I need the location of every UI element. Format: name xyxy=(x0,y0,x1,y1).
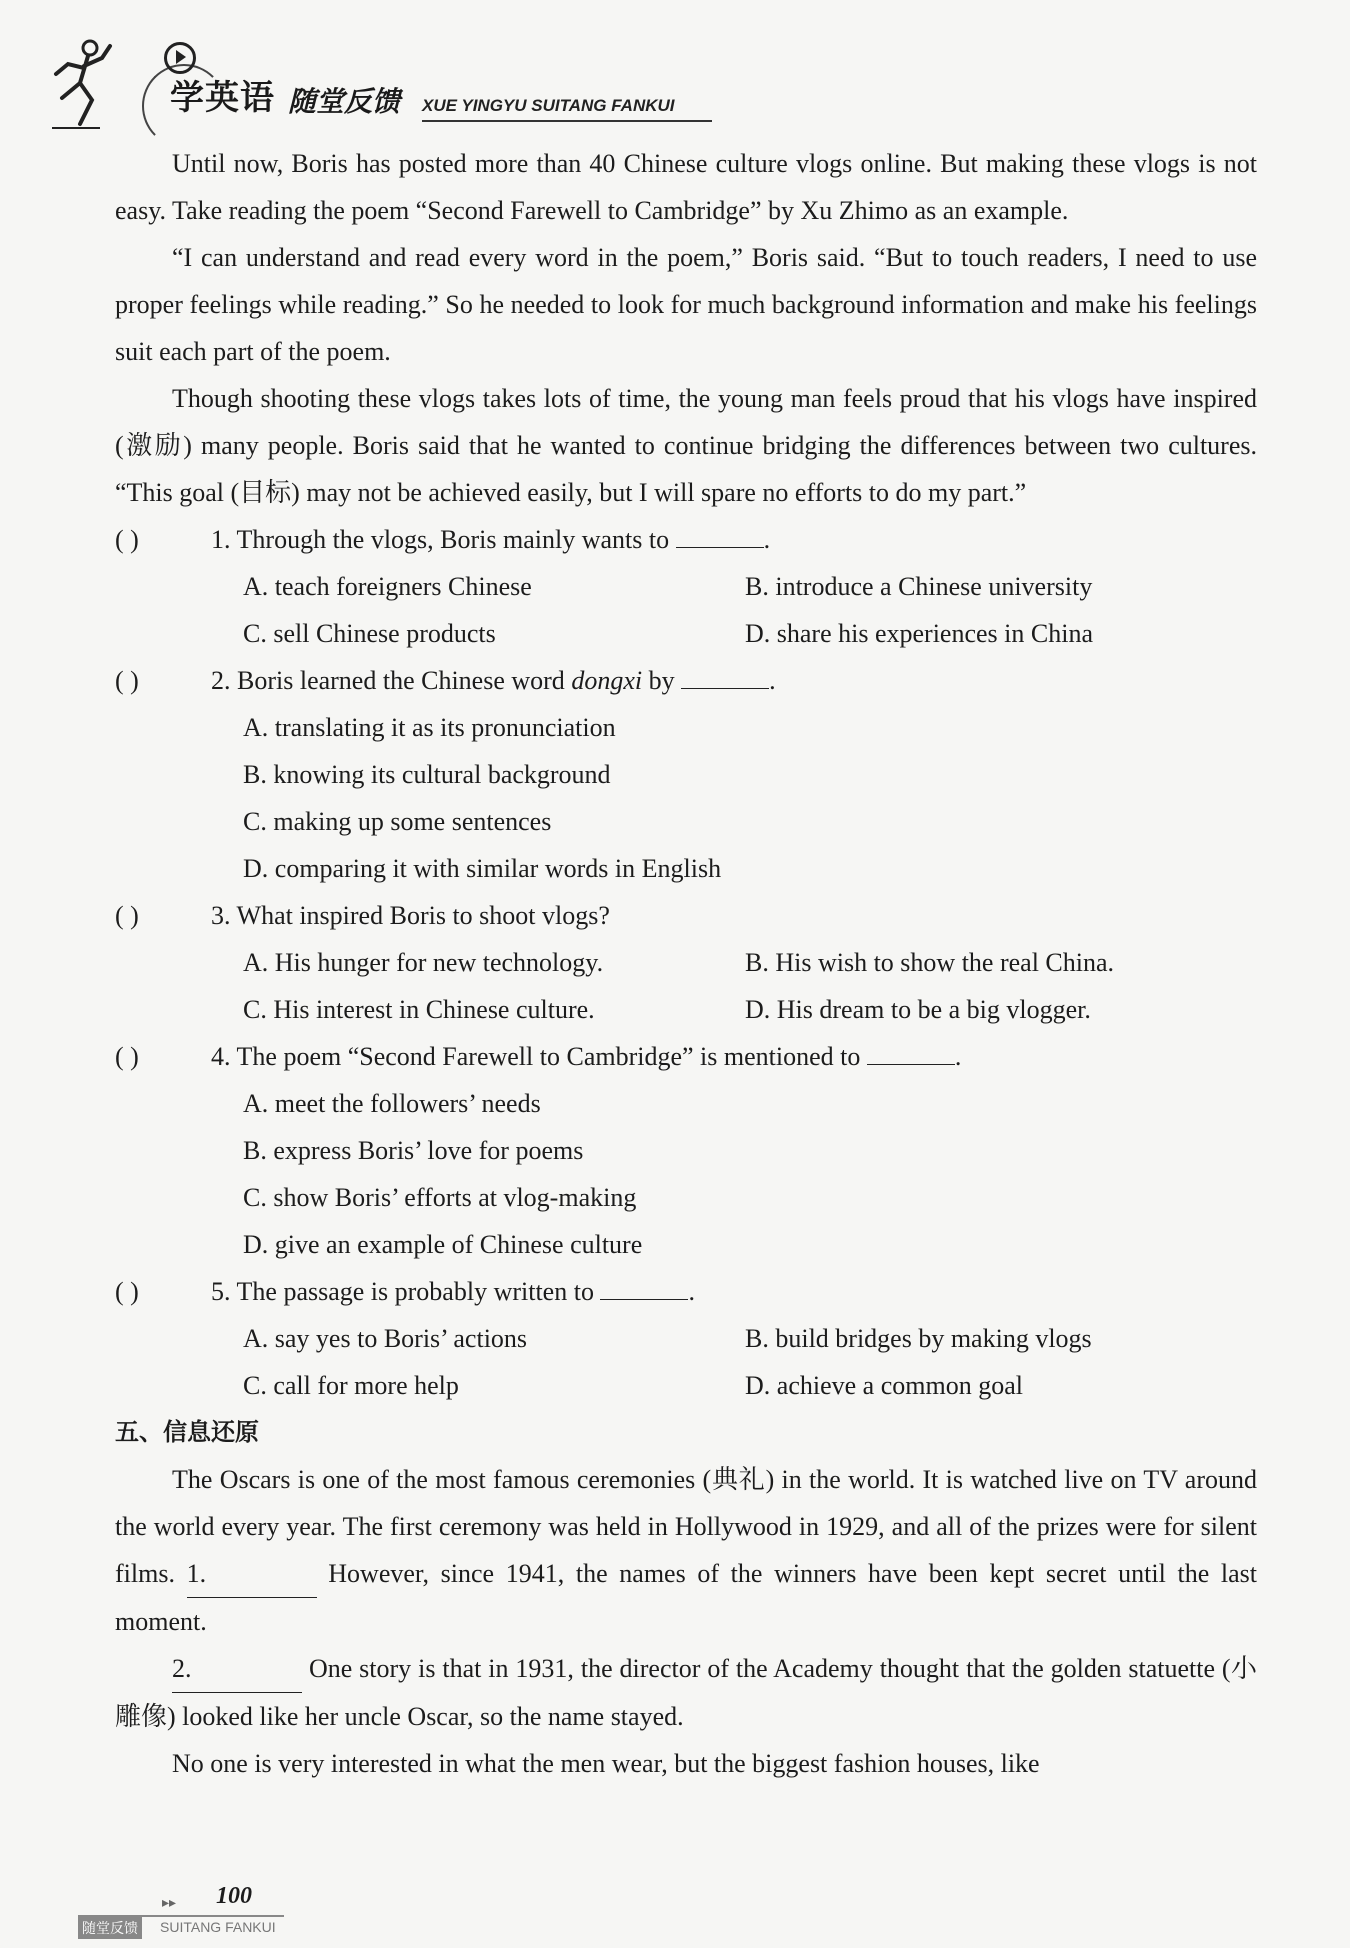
question-end: . xyxy=(954,1042,962,1071)
answer-bracket[interactable]: ( ) xyxy=(115,1277,139,1306)
footer-tag-pinyin: SUITANG FANKUI xyxy=(160,1919,276,1935)
arrow-icon: ▸▸ xyxy=(162,1895,177,1911)
option-b: B. build bridges by making vlogs xyxy=(745,1324,1092,1353)
question-stem: 5. The passage is probably written to xyxy=(211,1277,594,1306)
answer-blank[interactable] xyxy=(676,517,764,548)
question-3 xyxy=(115,892,1257,939)
question-stem: 4. The poem “Second Farewell to Cambridge” is mentioned to xyxy=(211,1042,861,1071)
options-row xyxy=(115,563,1257,610)
option-a: A. teach foreigners Chinese xyxy=(243,572,532,601)
paragraph-text: The Oscars is one of the most famous ceremonies (典礼) in the world. It is watched live on TV around the world every year. The first ceremony was held in Hollywood in 1929, and all of the prizes were for silent films. xyxy=(115,1465,1257,1588)
fill-blank-1[interactable]: 1. xyxy=(187,1550,317,1598)
book-subtitle: 随堂反馈 xyxy=(288,85,401,118)
option-b: B. knowing its cultural background xyxy=(243,760,611,789)
page-header xyxy=(50,34,690,134)
options-row xyxy=(115,1315,1257,1362)
answer-bracket[interactable]: ( ) xyxy=(115,525,139,554)
answer-blank[interactable] xyxy=(681,658,769,689)
options-row xyxy=(115,610,1257,657)
answer-bracket[interactable]: ( ) xyxy=(115,901,139,930)
option-a: A. translating it as its pronunciation xyxy=(243,713,616,742)
question-2 xyxy=(115,657,1257,704)
option-d: D. give an example of Chinese culture xyxy=(243,1230,643,1259)
option-c: C. sell Chinese products xyxy=(243,619,496,648)
question-stem-end: by xyxy=(648,666,675,695)
passage-paragraph xyxy=(115,1645,1257,1740)
option-d: D. achieve a common goal xyxy=(745,1371,1023,1400)
paragraph-text: One story is that in 1931, the director of the Academy thought that the golden statuette (小雕像) looked like her uncle Oscar, so the name stayed. xyxy=(115,1654,1258,1731)
page-footer xyxy=(78,1875,298,1935)
answer-blank[interactable] xyxy=(600,1269,688,1300)
options-row xyxy=(115,939,1257,986)
option-a: A. meet the followers’ needs xyxy=(243,1089,541,1118)
option-a: A. say yes to Boris’ actions xyxy=(243,1324,528,1353)
runner-logo-icon xyxy=(50,38,140,130)
option-d: D. share his experiences in China xyxy=(745,619,1094,648)
options-row xyxy=(115,986,1257,1033)
option-c: C. show Boris’ efforts at vlog-making xyxy=(243,1183,637,1212)
question-5 xyxy=(115,1268,1257,1315)
question-end: . xyxy=(763,525,771,554)
answer-blank[interactable] xyxy=(867,1034,955,1065)
question-keyword: dongxi xyxy=(571,666,643,695)
option-d: D. comparing it with similar words in English xyxy=(243,854,722,883)
main-content xyxy=(115,140,1257,1787)
page-number: 100 xyxy=(216,1883,252,1909)
paragraph-text: However, since 1941, the names of the winners have been kept secret until the last moment. xyxy=(115,1559,1258,1636)
option-d: D. His dream to be a big vlogger. xyxy=(745,995,1091,1024)
answer-bracket[interactable]: ( ) xyxy=(115,1042,139,1071)
section-title: 五、信息还原 xyxy=(115,1418,259,1446)
header-rule xyxy=(422,120,712,122)
passage-paragraph xyxy=(115,1456,1257,1645)
passage-paragraph: Until now, Boris has posted more than 40 Chinese culture vlogs online. But making these vlogs is not easy. Take reading the poem “Second Farewell to Cambridge” by Xu Zhimo as an example. xyxy=(115,149,1257,225)
answer-bracket[interactable]: ( ) xyxy=(115,666,139,695)
option-c: C. call for more help xyxy=(243,1371,459,1400)
question-stem: 3. What inspired Boris to shoot vlogs? xyxy=(211,901,610,930)
footer-tag: 随堂反馈 xyxy=(78,1917,142,1939)
question-1 xyxy=(115,516,1257,563)
question-stem: 1. Through the vlogs, Boris mainly wants to xyxy=(211,525,670,554)
option-b: B. express Boris’ love for poems xyxy=(243,1136,584,1165)
book-subtitle-pinyin: XUE YINGYU SUITANG FANKUI xyxy=(422,96,675,115)
passage-paragraph: No one is very interested in what the men wear, but the biggest fashion houses, like xyxy=(172,1749,1040,1778)
option-b: B. His wish to show the real China. xyxy=(745,948,1115,977)
passage-paragraph: “I can understand and read every word in the poem,” Boris said. “But to touch readers, I need to use proper feelings while reading.” So he needed to look for much background information and make his feelings suit each part of the poem. xyxy=(115,243,1257,366)
fill-blank-2[interactable]: 2. xyxy=(172,1645,302,1693)
option-c: C. making up some sentences xyxy=(243,807,552,836)
question-4 xyxy=(115,1033,1257,1080)
question-stem: 2. Boris learned the Chinese word xyxy=(211,666,565,695)
options-row xyxy=(115,1362,1257,1409)
option-c: C. His interest in Chinese culture. xyxy=(243,995,595,1024)
passage-paragraph: Though shooting these vlogs takes lots of time, the young man feels proud that his vlogs have inspired (激励) many people. Boris said that he wanted to continue bridging the differences between two cultures. “This goal (目标) may not be achieved easily, but I will spare no efforts to do my part.” xyxy=(115,384,1258,507)
book-title: 学英语 xyxy=(170,78,275,118)
question-end: . xyxy=(688,1277,695,1306)
option-b: B. introduce a Chinese university xyxy=(745,572,1093,601)
option-a: A. His hunger for new technology. xyxy=(243,948,604,977)
question-end: . xyxy=(769,666,776,695)
